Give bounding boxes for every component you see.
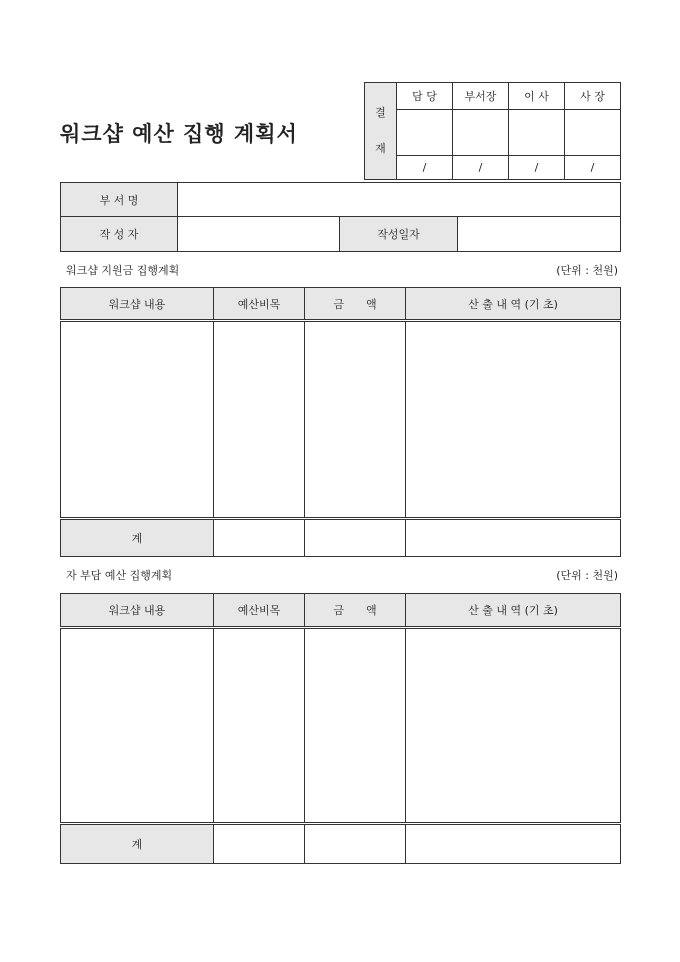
s2-header-content: 워크샵 내용 [61,594,214,628]
approval-box [364,82,621,180]
approval-label-bottom: 재 [375,142,386,155]
s1-amount-cell[interactable] [305,321,406,519]
section1-title: 워크샵 지원금 집행계획 [66,264,180,277]
section1-unit: (단위 : 천원) [556,264,618,277]
s2-header-calculation: 산 출 내 역 (기 초) [406,594,621,628]
approval-label-top: 결 [375,106,386,119]
writer-label: 작 성 자 [61,217,178,252]
s1-header-budget-item: 예산비목 [214,288,305,321]
s1-calculation-cell[interactable] [406,321,621,519]
s1-budget-item-cell[interactable] [214,321,305,519]
approval-date-dept-head[interactable]: / [453,156,509,180]
approval-role-dept-head: 부서장 [453,83,509,110]
date-field[interactable] [458,217,621,252]
approval-role-staff: 담 당 [397,83,453,110]
s1-header-amount: 금 액 [305,288,406,321]
s2-total-budget-item[interactable] [214,824,305,864]
s1-header-calculation: 산 출 내 역 (기 초) [406,288,621,321]
section2-title: 자 부담 예산 집행계획 [66,569,173,582]
s2-total-label: 계 [61,824,214,864]
s2-amount-cell[interactable] [305,628,406,824]
approval-date-director[interactable]: / [509,156,565,180]
s1-content-cell[interactable] [61,321,214,519]
department-field[interactable] [178,183,621,217]
document-title: 워크샵 예산 집행 계획서 [60,121,298,146]
approval-role-director: 이 사 [509,83,565,110]
department-label: 부 서 명 [61,183,178,217]
s2-calculation-cell[interactable] [406,628,621,824]
s1-header-content: 워크샵 내용 [61,288,214,321]
approval-label [365,83,397,180]
section1-table [60,287,621,557]
s1-total-label: 계 [61,519,214,557]
s2-header-budget-item: 예산비목 [214,594,305,628]
section2-unit: (단위 : 천원) [556,569,618,582]
approval-role-president: 사 장 [565,83,621,110]
approval-sign-director[interactable] [509,110,565,156]
s2-header-amount: 금 액 [305,594,406,628]
s1-total-calculation[interactable] [406,519,621,557]
date-label: 작성일자 [340,217,458,252]
s1-total-amount[interactable] [305,519,406,557]
writer-field[interactable] [178,217,340,252]
section2-table [60,593,621,864]
s1-total-budget-item[interactable] [214,519,305,557]
approval-date-president[interactable]: / [565,156,621,180]
s2-budget-item-cell[interactable] [214,628,305,824]
approval-sign-president[interactable] [565,110,621,156]
info-table [60,182,621,252]
s2-total-calculation[interactable] [406,824,621,864]
s2-total-amount[interactable] [305,824,406,864]
approval-sign-staff[interactable] [397,110,453,156]
s2-content-cell[interactable] [61,628,214,824]
approval-sign-dept-head[interactable] [453,110,509,156]
approval-date-staff[interactable]: / [397,156,453,180]
